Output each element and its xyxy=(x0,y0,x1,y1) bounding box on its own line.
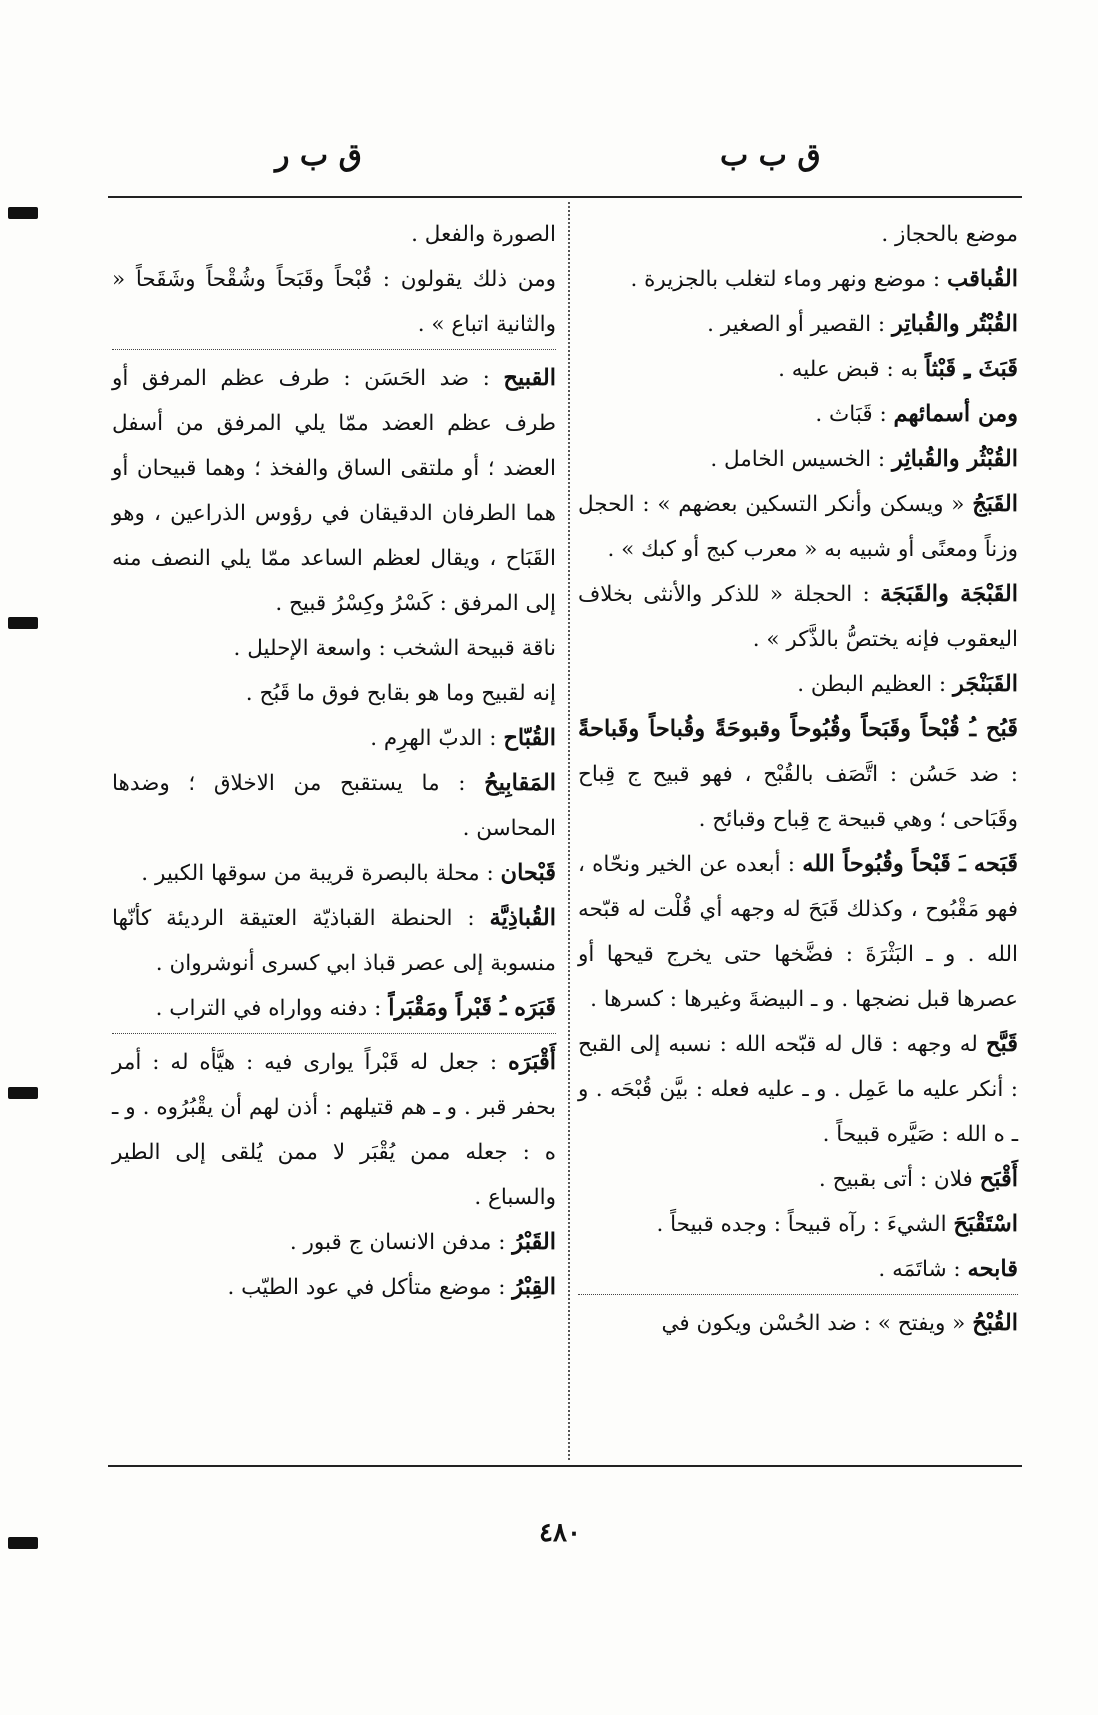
entry-definition: به : قبض عليه . xyxy=(778,357,919,382)
dictionary-entry xyxy=(112,671,556,716)
entry-definition: : ضد الحَسَن : طرف عظم المرفق أو طرف عظم العضد ممّا يلي المرفق من أسفل العضد ؛ أو ملتقى الساق والفخذ ؛ وهما قبيحان أو هما الطرفان الدقيقان في رؤوس الذراعين ، وهو القَبَاح ، ويقال لعظم الساعد ممّا يلي النصف منه إلى المرفق : كَسْرُ وكِسْرُ قبيح . xyxy=(112,366,556,616)
entry-definition: : أبعده عن الخير ونحّاه ، فهو مَقْبُوح ، وكذلك قَبَحَ له وجهه أي قُلْت له قبّحه الله . و ـ البَثْرَةَ : فضَّخها حتى يخرج قيحها أو عصرها قبل نضجها . و ـ البيضةَ وغيرها : كسرها . xyxy=(578,852,1018,1012)
header-left-root-letters: ق ب ر xyxy=(275,138,362,173)
entry-headword: قَبُح ـُ قُبْحاً وقَبَحاً وقُبُوحاً وقبوحَةً وقُباحاً وقَباحةً xyxy=(578,716,1018,742)
entry-headword: اسْتَقْبَحَ xyxy=(953,1211,1018,1237)
entry-definition: له وجهه : قال له قبّحه الله : نسبه إلى القبح : أنكر عليه ما عَمِل . و ـ عليه فعله : بيَّن قُبْحَه . و ـ ه الله : صَيَّره قبيحاً . xyxy=(578,1032,1018,1147)
entry-headword: القُبْحُ xyxy=(972,1310,1018,1336)
dictionary-entry xyxy=(578,1022,1018,1157)
entry-headword: القُباقب xyxy=(947,266,1018,292)
dictionary-entry xyxy=(112,896,556,986)
entry-headword: المَقابِيحُ xyxy=(484,770,556,796)
entry-headword: القَبَنْجَر xyxy=(952,671,1018,697)
column-divider xyxy=(568,202,570,1460)
entry-headword: القَبْجَة والقَبَجَة xyxy=(880,581,1018,607)
right-column xyxy=(578,212,1018,1346)
entry-definition: فلان : أتى بقبيح . xyxy=(818,1167,973,1192)
entry-definition: : دفنه وواراه في التراب . xyxy=(155,996,382,1021)
entry-definition: : الدبّ الهرِم . xyxy=(370,726,497,751)
entry-headword: ومن أسمائهم xyxy=(893,401,1018,427)
dictionary-entry xyxy=(112,1220,556,1265)
dictionary-entry xyxy=(578,842,1018,1022)
entry-headword: القِبْرُ xyxy=(512,1274,556,1300)
entry-headword: القبيح xyxy=(503,365,557,391)
entry-headword: أَقْبَح xyxy=(979,1166,1018,1192)
dictionary-entry xyxy=(578,1202,1018,1247)
margin-mark xyxy=(8,1087,38,1099)
entry-definition: : الخسيس الخامل . xyxy=(710,447,886,472)
entry-definition: : موضع متأكل في عود الطيّب . xyxy=(227,1275,506,1300)
entry-headword: قَبَثَ ـِ قَبْثاً xyxy=(924,356,1018,382)
entry-headword: القُبّاح xyxy=(503,725,556,751)
entry-definition: : القصير أو الصغير . xyxy=(707,312,886,337)
dictionary-entry xyxy=(578,662,1018,707)
entry-headword: القُباذِيَّة xyxy=(489,905,556,931)
entry-definition: : العظيم البطن . xyxy=(797,672,947,697)
entry-definition: موضع بالحجاز . xyxy=(881,222,1018,247)
entry-headword: القُبْتُر والقُباتِر xyxy=(892,311,1018,337)
dictionary-entry xyxy=(578,437,1018,482)
dictionary-entry xyxy=(578,212,1018,257)
page-number: ٤٨٠ xyxy=(539,1518,581,1548)
left-column xyxy=(112,212,556,1310)
margin-mark xyxy=(8,617,38,629)
entry-definition: الشيءَ : رآه قبيحاً : وجده قبيحاً . xyxy=(656,1212,947,1237)
entry-headword: قَبَحه ـَ قَبْحاً وقُبُوحاً الله xyxy=(802,851,1018,877)
entry-definition: : جعل له قَبْراً يوارى فيه : هيَّأه له : أمر بحفر قبر . و ـ هم قتيلهم : أذن لهم أن يقْبُرُوه . و ـ ه : جعله ممن يُقْبَر لا ممن يُلقى إلى الطير والسباع . xyxy=(112,1050,556,1210)
bottom-rule xyxy=(108,1465,1022,1467)
dictionary-entry xyxy=(578,572,1018,662)
entry-definition: : موضع ونهر وماء لتغلب بالجزيرة . xyxy=(630,267,941,292)
dictionary-entry xyxy=(112,851,556,896)
entry-definition: إنه لقبيح وما هو بقابح فوق ما قَبُح . xyxy=(245,681,556,706)
entry-headword: أَقْبَرَه xyxy=(508,1049,556,1075)
header-right-root-letters: ق ب ب xyxy=(720,138,821,173)
dictionary-entry xyxy=(112,626,556,671)
dictionary-entry xyxy=(112,1040,556,1220)
entry-definition: : الحجلة « للذكر والأنثى بخلاف اليعقوب فإنه يختصُّ بالذَّكر » . xyxy=(578,582,1018,652)
entry-headword: قابحه xyxy=(967,1256,1018,1282)
entry-headword: قَبْحان xyxy=(500,860,556,886)
dictionary-entry xyxy=(112,716,556,761)
top-rule xyxy=(108,196,1022,198)
entry-definition: : شاتَمَه . xyxy=(878,1257,961,1282)
margin-mark xyxy=(8,1537,38,1549)
dictionary-entry xyxy=(112,761,556,851)
entry-definition: : قَبَاث . xyxy=(815,402,887,427)
dictionary-entry xyxy=(112,257,556,350)
entry-headword: القُبْثُر والقُباثِر xyxy=(892,446,1018,472)
dictionary-entry xyxy=(578,257,1018,302)
entry-headword: القَبَجُ xyxy=(972,491,1018,517)
entry-definition: « ويفتح » : ضد الحُسْن ويكون في xyxy=(661,1311,966,1336)
dictionary-entry xyxy=(112,212,556,257)
dictionary-entry xyxy=(578,482,1018,572)
entry-definition: : مدفن الانسان ج قبور . xyxy=(289,1230,506,1255)
dictionary-entry xyxy=(578,1247,1018,1295)
entry-definition: الصورة والفعل . xyxy=(411,222,556,247)
dictionary-entry xyxy=(578,1301,1018,1346)
entry-definition: : الحنطة القباذيّة العتيقة الرديئة كأنّها منسوبة إلى عصر قباذ ابي كسرى أنوشروان . xyxy=(112,906,556,976)
dictionary-entry xyxy=(112,1265,556,1310)
dictionary-entry xyxy=(578,707,1018,842)
dictionary-entry xyxy=(578,392,1018,437)
entry-definition: ومن ذلك يقولون : قُبْحاً وقَبَحاً وشُقْحاً وشَقَحاً « والثانية اتباع » . xyxy=(112,267,556,337)
entry-headword: القَبْرُ xyxy=(512,1229,556,1255)
entry-definition: : ما يستقبح من الاخلاق ؛ وضدها المحاسن . xyxy=(112,771,556,841)
dictionary-entry xyxy=(578,1157,1018,1202)
dictionary-entry xyxy=(578,347,1018,392)
dictionary-entry xyxy=(112,986,556,1034)
entry-definition: « ويسكن وأنكر التسكين بعضهم » : الحجل وزناً ومعنًى أو شبيه به « معرب كبج أو كبك » . xyxy=(578,492,1018,562)
entry-definition: : محلة بالبصرة قريبة من سوقها الكبير . xyxy=(141,861,494,886)
dictionary-entry xyxy=(578,302,1018,347)
entry-definition: : ضد حَسُن : اتَّصَف بالقُبْح ، فهو قبيح ج قِباح وقَبَاحى ؛ وهي قبيحة ج قِباح وقبائح . xyxy=(578,762,1018,832)
entry-headword: قَبَرَه ـُ قَبْراً ومَقْبَراً xyxy=(388,995,556,1021)
entry-headword: قَبَّح xyxy=(985,1031,1018,1057)
margin-mark xyxy=(8,207,38,219)
dictionary-entry xyxy=(112,356,556,626)
entry-definition: ناقة قبيحة الشخب : واسعة الإحليل . xyxy=(233,636,556,661)
